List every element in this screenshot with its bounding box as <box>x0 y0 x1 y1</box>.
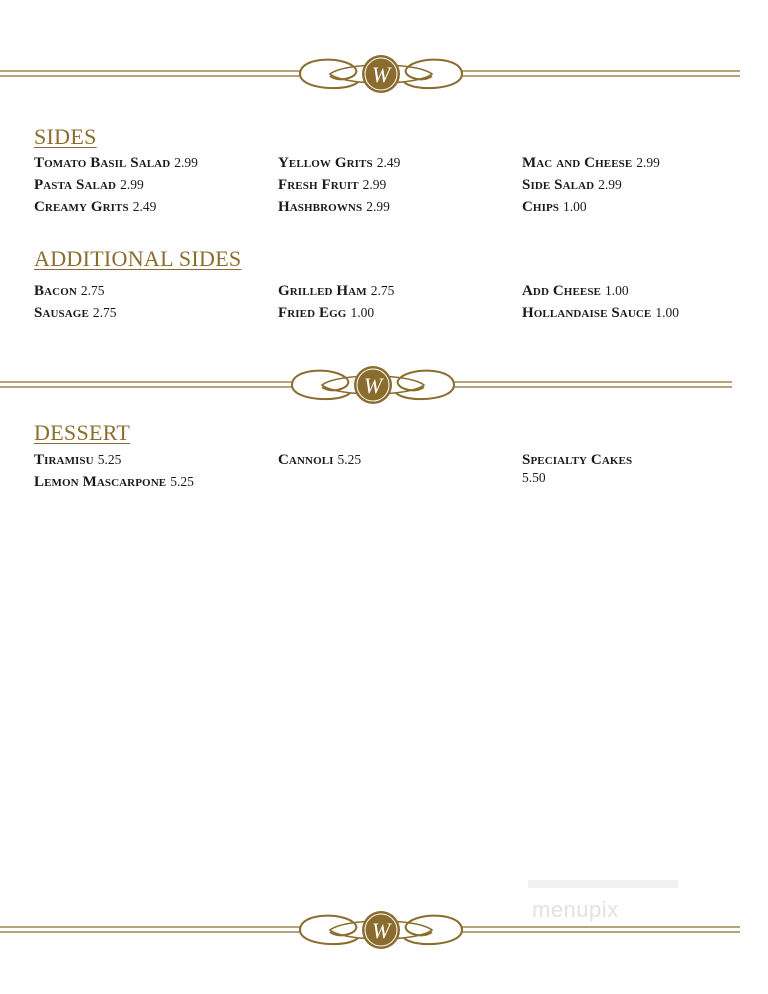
menu-item <box>34 302 264 324</box>
middle-divider <box>0 355 760 415</box>
menu-item-price: 2.99 <box>120 177 144 192</box>
menu-item-price: 5.25 <box>97 452 122 467</box>
menu-item <box>34 174 264 196</box>
section-title-dessert: DESSERT <box>34 420 131 445</box>
menu-item-name: Hashbrowns <box>278 199 363 215</box>
menu-item-price: 2.99 <box>174 155 198 170</box>
menu-item-name: Cannoli <box>278 452 334 468</box>
menu-item <box>34 152 264 174</box>
menu-item <box>278 302 508 324</box>
section-title-additional-sides: ADDITIONAL SIDES <box>34 246 242 271</box>
menu-item <box>34 449 264 471</box>
menu-item-price: 5.50 <box>522 470 546 485</box>
menu-item <box>522 451 752 486</box>
menu-item-name: Add Cheese <box>522 283 601 299</box>
menu-item-name: Tomato Basil Salad <box>34 155 171 171</box>
menu-item-name: Grilled Ham <box>278 283 367 299</box>
menu-item-price: 1.00 <box>655 305 679 320</box>
monogram-text: W <box>371 62 391 87</box>
menu-item-name: Fried Egg <box>278 305 347 321</box>
ornamental-divider-svg <box>0 44 768 104</box>
menu-item <box>34 471 264 493</box>
menu-item-price: 2.75 <box>92 305 117 320</box>
menu-item-name: Side Salad <box>522 177 595 193</box>
menu-item-name: Mac and Cheese <box>522 155 633 171</box>
menu-item-price: 2.49 <box>132 199 157 214</box>
menu-item <box>522 174 752 196</box>
sides-col-2 <box>278 152 508 218</box>
menu-item-price: 1.00 <box>563 199 587 214</box>
menu-item-price: 2.75 <box>370 283 395 298</box>
menu-item-name: Lemon Mascarpone <box>34 474 167 490</box>
menu-item-name: Chips <box>522 199 560 215</box>
menu-item-price: 2.99 <box>598 177 622 192</box>
bottom-divider <box>0 900 768 960</box>
menu-item <box>522 196 752 218</box>
sides-col-3 <box>522 152 752 218</box>
menu-item-price: 1.00 <box>605 283 629 298</box>
sides-col-1 <box>34 152 264 218</box>
menu-item-name: Creamy Grits <box>34 199 129 215</box>
menu-item-name: Tiramisu <box>34 452 94 468</box>
menu-item <box>34 280 264 302</box>
menu-item <box>522 152 752 174</box>
menu-item <box>278 449 508 471</box>
menu-item-name: Yellow Grits <box>278 155 373 171</box>
menu-item-name: Fresh Fruit <box>278 177 359 193</box>
menu-item <box>34 196 264 218</box>
section-title-sides: SIDES <box>34 124 97 149</box>
menu-item-name: Sausage <box>34 305 89 321</box>
menu-item-name: Bacon <box>34 283 77 299</box>
top-divider <box>0 44 768 104</box>
menu-item <box>278 174 508 196</box>
menu-item-price: 2.99 <box>636 155 660 170</box>
additional-sides-col-3 <box>522 280 752 324</box>
dessert-col-2 <box>278 449 508 471</box>
watermark-text: menupix <box>532 897 619 922</box>
menu-item-name: Hollandaise Sauce <box>522 305 652 321</box>
menu-item-price: 5.25 <box>337 452 362 467</box>
menu-item-price: 1.00 <box>350 305 375 320</box>
menu-item-price: 2.75 <box>80 283 105 298</box>
menu-item <box>278 152 508 174</box>
monogram-text: W <box>371 918 391 943</box>
menu-item <box>278 196 508 218</box>
menu-item-price: 5.25 <box>170 474 194 489</box>
monogram-text: W <box>363 373 383 398</box>
menu-item-name: Pasta Salad <box>34 177 117 193</box>
watermark-bar <box>528 880 678 888</box>
ornamental-divider-svg <box>0 355 760 415</box>
additional-sides-col-1 <box>34 280 264 324</box>
menu-item <box>522 302 752 324</box>
additional-sides-col-2 <box>278 280 508 324</box>
menu-item-name: Specialty Cakes <box>522 452 633 468</box>
menu-item-price: 2.49 <box>376 155 401 170</box>
dessert-col-1 <box>34 449 264 493</box>
menu-item <box>278 280 508 302</box>
menu-item-price: 2.99 <box>366 199 390 214</box>
dessert-col-3 <box>522 451 752 486</box>
ornamental-divider-svg <box>0 900 768 960</box>
menu-item <box>522 280 752 302</box>
menu-item-price: 2.99 <box>362 177 387 192</box>
